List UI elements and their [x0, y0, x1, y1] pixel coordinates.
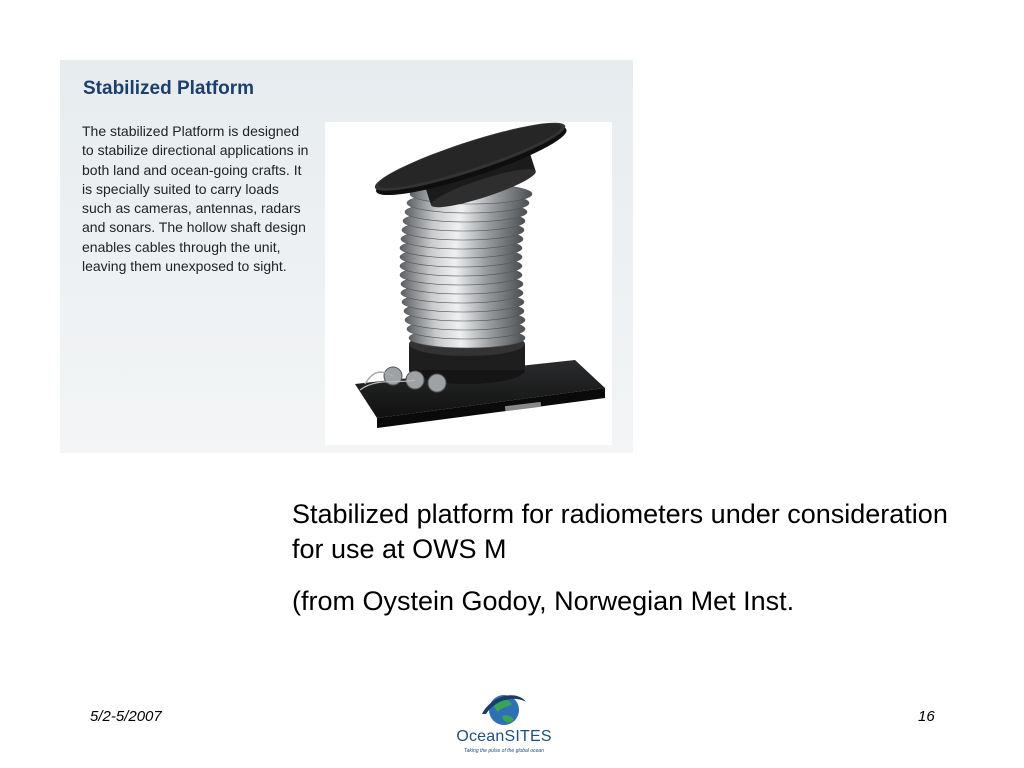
slide-caption [292, 497, 982, 619]
stabilized-platform-photo [325, 122, 612, 445]
caption-source: (from Oystein Godoy, Norwegian Met Inst. [292, 586, 795, 616]
figure-description: The stabilized Platform is designed to stabilize directional applications in both land and ocean-going crafts. It is specially suited to carry loads such as cameras, antennas, radars and sonars. The hollow shaft design enables cables through the unit, leaving them unexposed to sight. [82, 123, 309, 275]
page-number: 16 [918, 708, 935, 725]
caption-main: Stabilized platform for radiometers under consideration for use at OWS M [292, 499, 948, 564]
globe-icon [452, 688, 556, 730]
product-figure [60, 60, 633, 453]
stabilized-platform-illustration [325, 122, 612, 445]
logo-wordmark: OceanSITES [456, 728, 552, 745]
figure-title: Stabilized Platform [83, 78, 255, 99]
oceansites-logo [452, 688, 556, 762]
logo-tagline: Taking the pulse of the global ocean [464, 748, 544, 754]
footer-date: 5/2-5/2007 [90, 708, 162, 725]
